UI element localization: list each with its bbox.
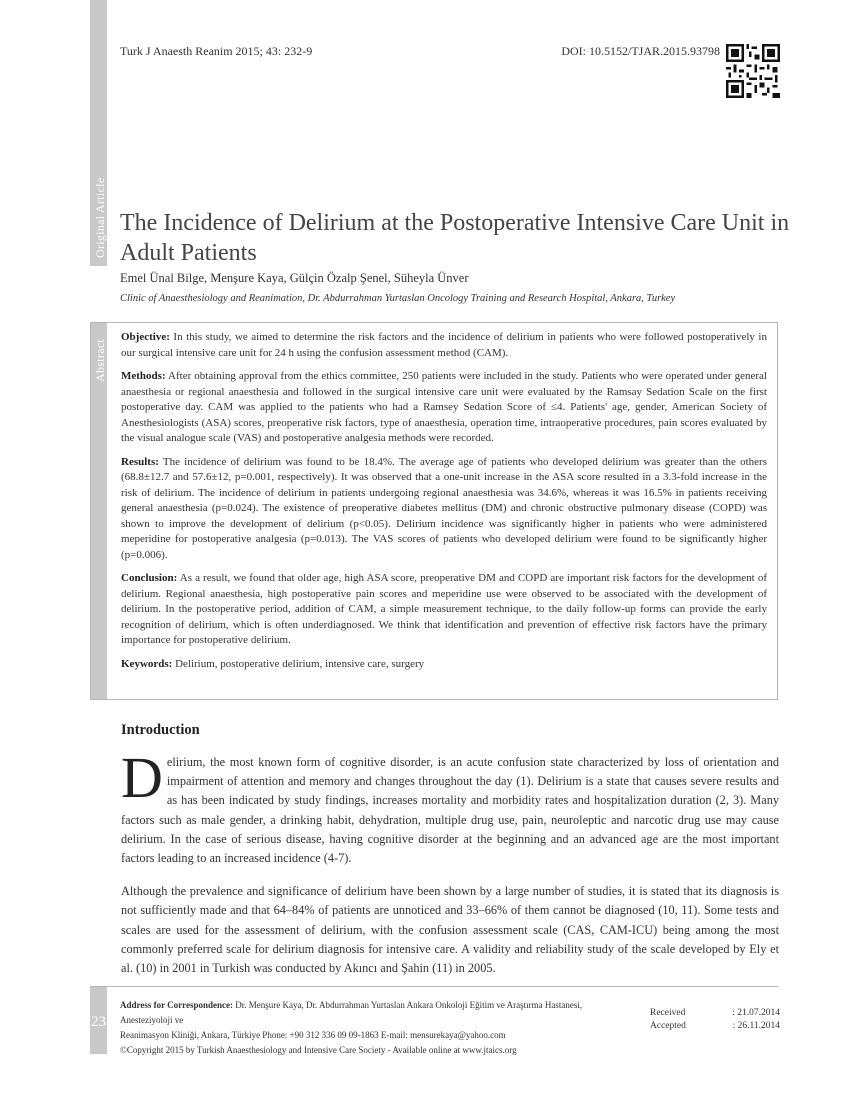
received-row — [650, 1007, 780, 1020]
results-label: Results: — [121, 455, 159, 468]
footer-divider — [90, 986, 778, 987]
doi: DOI: 10.5152/TJAR.2015.93798 — [561, 44, 720, 58]
correspondence-block — [120, 998, 635, 1058]
keywords-label: Keywords: — [121, 657, 173, 670]
keywords-text: Delirium, postoperative delirium, intensive care, surgery — [175, 657, 425, 670]
drop-cap: D — [121, 745, 163, 810]
introduction-body — [121, 745, 779, 992]
page-number: 232 — [91, 1014, 114, 1030]
correspondence-line-1 — [120, 998, 635, 1028]
correspondence-line-2: Reanimasyon Kliniği, Ankara, Türkiye Phone: +90 312 336 09 09-1863 E-mail: mensurekaya@yahoo.com — [120, 1030, 506, 1040]
objective-label: Objective: — [121, 331, 170, 343]
journal-reference: Turk J Anaesth Reanim 2015; 43: 232-9 — [120, 44, 313, 58]
conclusion-text: As a result, we found that older age, high ASA score, preoperative DM and COPD are important risk factors for the development of delirium. Regional anaesthesia, high postoperative pain scores and meperidine use were observed to be associated with the development of delirium. In the postoperative period, addition of CAM, a simple measurement technique, to the daily follow-up forms can provide the early recognition of delirium, which is often underdiagnosed. We think that identification and prevention of effective risk factors have the primary importance for postoperative delirium. — [121, 572, 767, 646]
intro-paragraph-1-text: elirium, the most known form of cognitive disorder, is an acute confusion state characterized by loss of orientation and impairment of attention and memory and changes throughout the day (1). Delirium is a state that causes severe results and as has been indicated by study findings, increases mortality and morbidity rates and hospitalization duration (2, 3). Many factors such as male gender, a drinking habit, dehydration, multiple drug use, pain, neuroleptic and narcotic drug use may cause delirium. In the case of serious disease, having cognitive disorder at the beginning and an advanced age are the most important factors leading to an increased incidence (4-7). — [121, 755, 779, 866]
abstract-side-label: Abstract — [93, 338, 107, 382]
author-list: Emel Ünal Bilge, Menşure Kaya, Gülçin Özalp Şenel, Süheyla Ünver — [120, 271, 469, 285]
copyright: ©Copyright 2015 by Turkish Anaesthesiology and Intensive Care Society - Available online at www.jtaics.org — [120, 1045, 517, 1055]
correspondence-label: Address for Correspondence: — [120, 1000, 233, 1010]
accepted-date: : 26.11.2014 — [732, 1021, 780, 1031]
correspondence-text-1: Dr. Menşure Kaya, Dr. Abdurrahman Yurtaslan Ankara Onkoloji Eğitim ve Araştırma Hastanesi, Anesteziyoloji ve — [120, 1000, 583, 1025]
methods-label: Methods: — [121, 370, 166, 382]
results-text: The incidence of delirium was found to be 18.4%. The average age of patients who developed delirium was greater than the others (68.8±12.7 and 57.6±12, p=0.001, respectively). It was observed that a one-unit increase in the ASA score resulted in a 3.3-fold increase in the risk of delirium. The incidence of delirium in patients undergoing regional anaesthesia was 34.6%, whereas it was 16.5% in patients receiving general anaesthesia (p=0.024). The existence of preoperative diabetes mellitus (DM) and chronic obstructive pulmonary disease (COPD) was shown to improve the development of delirium (p<0.05). Delirium incidence was significantly higher in patients who were administered meperidine for postoperative analgesia (p=0.013). The VAS scores of patients who developed delirium were found to be significantly higher (p=0.006). — [121, 455, 767, 561]
abstract-methods — [121, 369, 767, 447]
intro-paragraph-1 — [121, 745, 779, 868]
conclusion-label: Conclusion: — [121, 572, 178, 584]
abstract-content — [121, 330, 767, 680]
abstract-keywords — [121, 657, 767, 673]
received-label: Received — [650, 1008, 686, 1018]
article-title: The Incidence of Delirium at the Postoperative Intensive Care Unit in Adult Patients — [120, 210, 790, 266]
abstract-results — [121, 455, 767, 564]
abstract-conclusion — [121, 571, 767, 649]
abstract-objective — [121, 330, 767, 361]
qr-code-icon — [726, 44, 780, 98]
affiliation: Clinic of Anaesthesiology and Reanimation, Dr. Abdurrahman Yurtaslan Oncology Training and Research Hospital, Ankara, Turkey — [120, 293, 676, 304]
intro-paragraph-2: Although the prevalence and significance of delirium have been shown by a large number of studies, it is stated that its diagnosis is not sufficiently made and that 64–84% of patients are unnoticed and 33–66% of them cannot be diagnosed (10, 11). Some tests and scales are used for the assessment of delirium, with the confusion assessment scale (CAS, CAM-ICU) being among the most commonly preferred scale for delirium diagnosis for intensive care. A validity and reliability study of the scale developed by Ely et al. (10) in 2001 in Turkish was conducted by Akıncı and Şahin (11) in 2005. — [121, 884, 779, 976]
methods-text: After obtaining approval from the ethics committee, 250 patients were included in the study. Patients who were operated under general anaesthesia or regional anaesthesia and followed in the surgical intensive care unit were evaluated by the Ramsay Sedation Scale on the first postoperative day. CAM was applied to the patients who had a Ramsey Sedation Score of ≤4. Patients' age, gender, American Society of Anesthesiologists (ASA) scores, preoperative risk factors, type of anaesthesia, operation time, intraoperative procedures, pain scores evaluated by the visual analogue scale (VAS) and postoperative analgesia methods were recorded. — [121, 370, 767, 444]
objective-text: In this study, we aimed to determine the risk factors and the incidence of delirium in patients who were followed postoperatively in our surgical intensive care unit for 24 h using the confusion assessment method (CAM). — [121, 331, 767, 359]
introduction-heading: Introduction — [121, 722, 200, 738]
accepted-row — [650, 1020, 780, 1033]
dates-block — [650, 1007, 780, 1033]
original-article-label: Original Article — [93, 177, 107, 258]
accepted-label: Accepted — [650, 1021, 686, 1031]
received-date: : 21.07.2014 — [732, 1008, 780, 1018]
